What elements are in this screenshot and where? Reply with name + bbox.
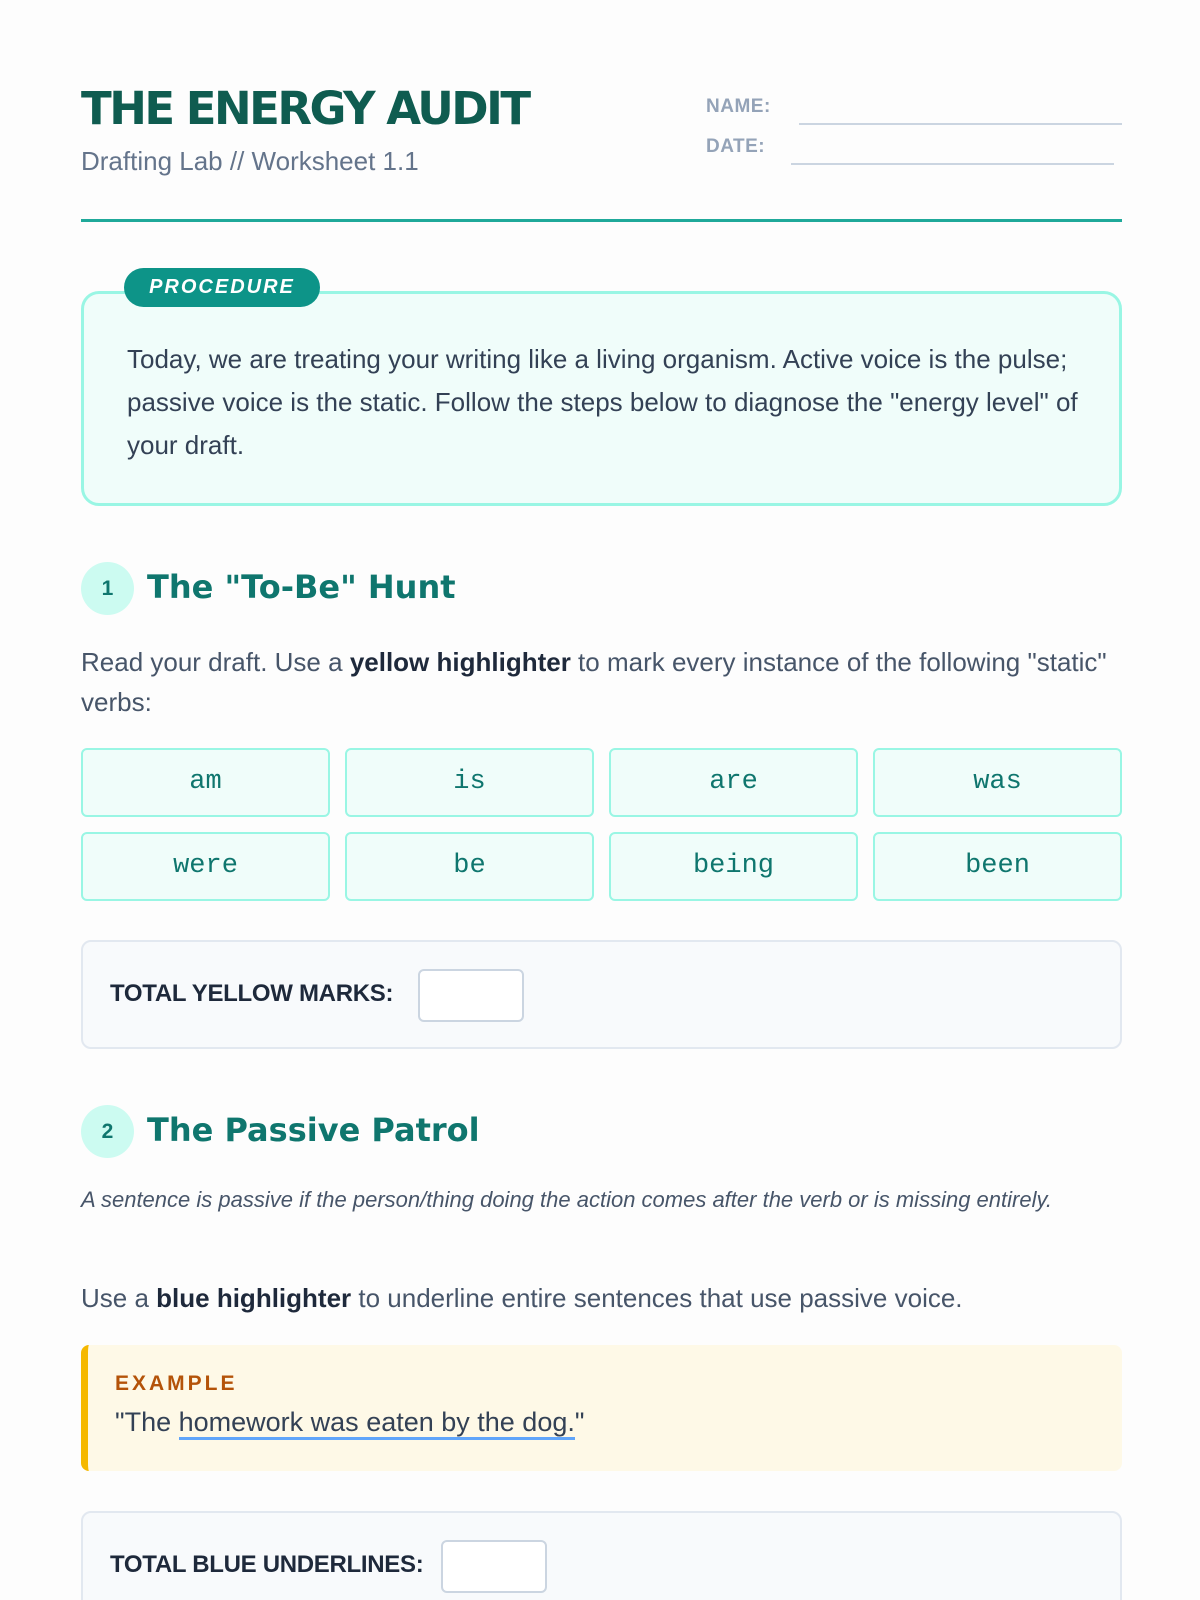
example-quote-open: "The	[115, 1407, 179, 1437]
verb-chip: are	[609, 748, 858, 817]
yellow-total-input[interactable]	[418, 969, 524, 1022]
section-2-instructions	[81, 1278, 1122, 1318]
example-underlined-text: homework was eaten by the dog.	[179, 1407, 575, 1440]
verb-chip: is	[345, 748, 594, 817]
page-title: THE ENERGY AUDIT	[81, 82, 529, 135]
section-2-number: 2	[81, 1105, 134, 1158]
instr-text: Read your draft. Use a	[81, 647, 350, 677]
blue-highlighter-term: blue highlighter	[156, 1283, 352, 1313]
verb-chip: were	[81, 832, 330, 901]
yellow-highlighter-term: yellow highlighter	[349, 647, 571, 677]
example-sentence	[115, 1407, 584, 1438]
name-field[interactable]	[799, 123, 1122, 125]
procedure-badge: PROCEDURE	[124, 268, 320, 307]
blue-total-input[interactable]	[441, 1540, 547, 1593]
section-1-title: The "To-Be" Hunt	[147, 568, 456, 606]
verb-chip: being	[609, 832, 858, 901]
page-subtitle: Drafting Lab // Worksheet 1.1	[81, 146, 419, 176]
passive-definition-note: A sentence is passive if the person/thing doing the action comes after the verb or is missing entirely.	[81, 1187, 1052, 1212]
blue-total-label: TOTAL BLUE UNDERLINES:	[110, 1551, 424, 1578]
verb-chip: am	[81, 748, 330, 817]
yellow-total-box	[81, 940, 1122, 1049]
worksheet-header	[81, 80, 1122, 222]
section-1-number: 1	[81, 562, 134, 615]
instr-text: to mark every instance of the following "static" verbs:	[81, 647, 1107, 717]
verb-grid	[81, 748, 1122, 901]
verb-chip: been	[873, 832, 1122, 901]
name-label: NAME:	[706, 96, 771, 117]
section-1-instructions	[81, 642, 1122, 722]
section-2-title: The Passive Patrol	[147, 1111, 480, 1149]
date-label: DATE:	[706, 136, 766, 157]
example-callout	[81, 1345, 1122, 1471]
procedure-box	[81, 291, 1122, 506]
example-quote-close: "	[574, 1407, 585, 1437]
instr-text: to underline entire sentences that use passive voice.	[351, 1283, 963, 1313]
verb-chip: was	[873, 748, 1122, 817]
blue-total-box	[81, 1511, 1122, 1600]
date-field[interactable]	[791, 163, 1114, 165]
procedure-text: Today, we are treating your writing like a living organism. Active voice is the pulse; passive voice is the static. Follow the steps below to diagnose the "energy level" of your draft.	[127, 344, 1078, 460]
yellow-total-label: TOTAL YELLOW MARKS:	[110, 980, 394, 1007]
example-label: EXAMPLE	[115, 1372, 238, 1395]
instr-text: Use a	[81, 1283, 157, 1313]
verb-chip: be	[345, 832, 594, 901]
